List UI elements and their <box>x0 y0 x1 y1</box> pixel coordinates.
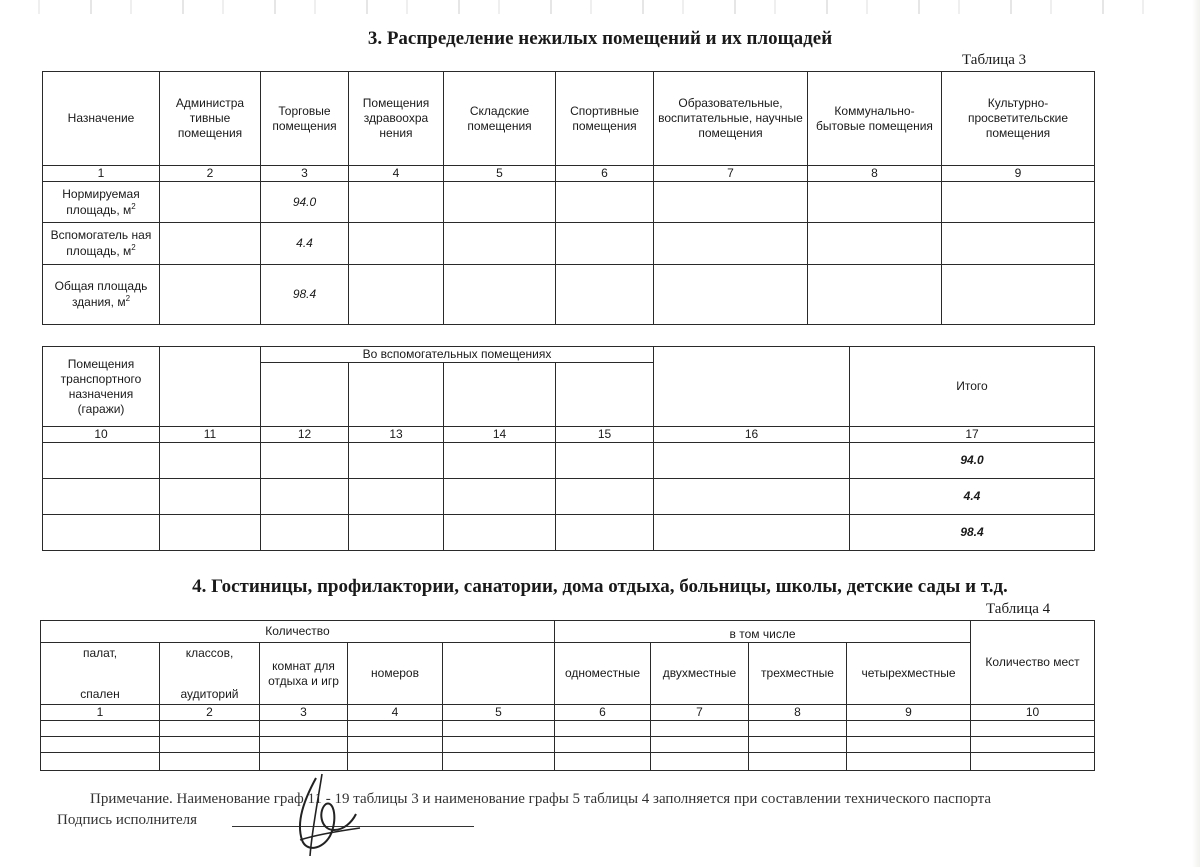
header-numbers: номеров <box>348 643 443 705</box>
cell-value <box>348 753 443 771</box>
cell-value <box>556 443 654 479</box>
cell-value <box>260 753 348 771</box>
table4-group-row <box>41 621 1095 643</box>
header-seats: Количество мест <box>971 621 1095 705</box>
cell-value <box>556 223 654 265</box>
table-row <box>43 223 1095 265</box>
table4 <box>40 620 1095 771</box>
header-storage: Складские помещения <box>444 72 556 166</box>
header-col13 <box>349 363 444 427</box>
footnote: Примечание. Наименование граф 11 - 19 таблицы 3 и наименование графы 5 таблицы 4 заполняется при составлении технического паспорта <box>90 791 992 807</box>
table3-continuation <box>42 346 1095 551</box>
header-health: Помещения здравоохра нения <box>349 72 444 166</box>
table-row <box>41 737 1095 753</box>
col-number: 15 <box>556 427 654 443</box>
cell-value <box>261 515 349 551</box>
col-number: 5 <box>443 705 555 721</box>
cell-value <box>349 443 444 479</box>
cell-value <box>749 721 847 737</box>
section3-title: 3. Распределение нежилых помещений и их площадей <box>367 28 833 49</box>
header-education: Образовательные, воспитательные, научные помещения <box>654 72 808 166</box>
cell-value <box>971 737 1095 753</box>
cell-value <box>942 182 1095 223</box>
col-number: 2 <box>160 166 261 182</box>
header-wards-top: палат, <box>82 645 118 660</box>
row-label-normed-area: Нормируемая площадь, $м^2$ <box>43 182 160 223</box>
cell-value <box>749 737 847 753</box>
cell-value: 4.4 <box>850 479 1095 515</box>
header-col12 <box>261 363 349 427</box>
cell-value <box>555 737 651 753</box>
cell-value <box>261 479 349 515</box>
cell-value <box>749 753 847 771</box>
table4-colnum-row <box>41 705 1095 721</box>
header-admin: Администра тивные помещения <box>160 72 261 166</box>
cell-value <box>43 443 160 479</box>
table4-label: Таблица 4 <box>986 601 1051 617</box>
table3b-colnum-row <box>43 427 1095 443</box>
cell-value <box>348 721 443 737</box>
header-culture: Культурно-просветительские помещения <box>942 72 1095 166</box>
header-wards-bottom: спален <box>80 686 120 701</box>
cell-value <box>808 223 942 265</box>
col-number: 6 <box>555 705 651 721</box>
section4-title: 4. Гостиницы, профилактории, санатории, дома отдыха, больницы, школы, детские сады и т.д. <box>192 576 1008 597</box>
cell-value <box>443 721 555 737</box>
header-quad: четырехместные <box>847 643 971 705</box>
col-number: 10 <box>971 705 1095 721</box>
table-row <box>43 479 1095 515</box>
col-number: 5 <box>444 166 556 182</box>
cell-value <box>556 182 654 223</box>
cell-value <box>43 479 160 515</box>
table-row <box>43 182 1095 223</box>
header-including-group: в том числе <box>555 621 971 643</box>
table4-header-row <box>41 643 1095 705</box>
table3-colnum-row <box>43 166 1095 182</box>
header-trade: Торговые помещения <box>261 72 349 166</box>
col-number: 7 <box>654 166 808 182</box>
cell-value <box>160 182 261 223</box>
cell-value <box>160 515 261 551</box>
header-classes <box>160 643 260 705</box>
col-number: 12 <box>261 427 349 443</box>
cell-value <box>971 753 1095 771</box>
col-number: 8 <box>808 166 942 182</box>
col-number: 10 <box>43 427 160 443</box>
cell-value <box>444 443 556 479</box>
cell-value: 94.0 <box>850 443 1095 479</box>
header-quantity-group: Количество <box>41 621 555 643</box>
cell-value <box>651 753 749 771</box>
table3b-header-row <box>43 347 1095 363</box>
cell-value <box>654 515 850 551</box>
cell-value <box>443 753 555 771</box>
col-number: 9 <box>942 166 1095 182</box>
header-wards <box>41 643 160 705</box>
header-aux-group: Во вспомогательных помещениях <box>261 347 654 363</box>
cell-value <box>444 515 556 551</box>
table-row <box>41 721 1095 737</box>
header-col5 <box>443 643 555 705</box>
col-number: 16 <box>654 427 850 443</box>
col-number: 8 <box>749 705 847 721</box>
header-col16 <box>654 347 850 427</box>
header-double: двухместные <box>651 643 749 705</box>
cell-value <box>41 737 160 753</box>
cell-value <box>444 182 556 223</box>
cell-value <box>651 721 749 737</box>
cell-value <box>444 479 556 515</box>
cell-value <box>443 737 555 753</box>
cell-value <box>160 443 261 479</box>
table-row <box>43 443 1095 479</box>
cell-value <box>971 721 1095 737</box>
cell-value <box>160 223 261 265</box>
cell-value <box>847 721 971 737</box>
cell-value <box>654 265 808 325</box>
header-communal: Коммунально-бытовые помещения <box>808 72 942 166</box>
cell-value <box>160 737 260 753</box>
row-label-aux-area: Вспомогатель ная площадь, $м^2$ <box>43 223 160 265</box>
cell-value <box>260 737 348 753</box>
cell-value <box>160 753 260 771</box>
header-purpose: Назначение <box>43 72 160 166</box>
cell-value <box>942 265 1095 325</box>
header-col11 <box>160 347 261 427</box>
table-row <box>43 515 1095 551</box>
scan-edge-top <box>0 0 1200 14</box>
cell-value <box>847 737 971 753</box>
cell-value: 4.4 <box>261 223 349 265</box>
cell-value <box>260 721 348 737</box>
cell-value <box>43 515 160 551</box>
header-rest-rooms: комнат для отдыха и игр <box>260 643 348 705</box>
header-total: Итого <box>850 347 1095 427</box>
cell-value <box>349 182 444 223</box>
cell-value <box>942 223 1095 265</box>
col-number: 1 <box>43 166 160 182</box>
header-sport: Спортивные помещения <box>556 72 654 166</box>
header-transport: Помещения транспортного назначения (гаражи) <box>43 347 160 427</box>
col-number: 14 <box>444 427 556 443</box>
header-single: одноместные <box>555 643 651 705</box>
cell-value <box>651 737 749 753</box>
col-number: 17 <box>850 427 1095 443</box>
table-row <box>43 265 1095 325</box>
cell-value <box>654 182 808 223</box>
cell-value: 94.0 <box>261 182 349 223</box>
cell-value <box>349 265 444 325</box>
cell-value <box>555 721 651 737</box>
cell-value: 98.4 <box>261 265 349 325</box>
col-number: 3 <box>261 166 349 182</box>
cell-value <box>654 479 850 515</box>
col-number: 9 <box>847 705 971 721</box>
cell-value <box>348 737 443 753</box>
col-number: 4 <box>349 166 444 182</box>
cell-value <box>847 753 971 771</box>
cell-value <box>160 265 261 325</box>
col-number: 2 <box>160 705 260 721</box>
cell-value <box>556 479 654 515</box>
header-classes-bottom: аудиторий <box>180 686 239 701</box>
cell-value <box>556 515 654 551</box>
cell-value <box>808 265 942 325</box>
row-label-total-area: Общая площадь здания, $м^2$ <box>43 265 160 325</box>
header-classes-top: классов, <box>185 645 234 660</box>
cell-value: 98.4 <box>850 515 1095 551</box>
col-number: 7 <box>651 705 749 721</box>
cell-value <box>160 721 260 737</box>
cell-value <box>349 223 444 265</box>
col-number: 1 <box>41 705 160 721</box>
signature-label: Подпись исполнителя <box>57 812 197 828</box>
signature-mark <box>282 770 362 860</box>
scan-edge-right <box>1192 0 1200 867</box>
cell-value <box>654 223 808 265</box>
header-triple: трехместные <box>749 643 847 705</box>
cell-value <box>349 479 444 515</box>
cell-value <box>261 443 349 479</box>
cell-value <box>41 753 160 771</box>
col-number: 3 <box>260 705 348 721</box>
cell-value <box>444 265 556 325</box>
cell-value <box>556 265 654 325</box>
table3-label: Таблица 3 <box>962 52 1027 68</box>
cell-value <box>160 479 261 515</box>
col-number: 4 <box>348 705 443 721</box>
cell-value <box>41 721 160 737</box>
table3 <box>42 71 1095 325</box>
header-col14 <box>444 363 556 427</box>
table-row <box>41 753 1095 771</box>
cell-value <box>349 515 444 551</box>
cell-value <box>555 753 651 771</box>
header-col15 <box>556 363 654 427</box>
cell-value <box>654 443 850 479</box>
cell-value <box>444 223 556 265</box>
col-number: 6 <box>556 166 654 182</box>
table3-header-row <box>43 72 1095 166</box>
cell-value <box>808 182 942 223</box>
col-number: 11 <box>160 427 261 443</box>
col-number: 13 <box>349 427 444 443</box>
